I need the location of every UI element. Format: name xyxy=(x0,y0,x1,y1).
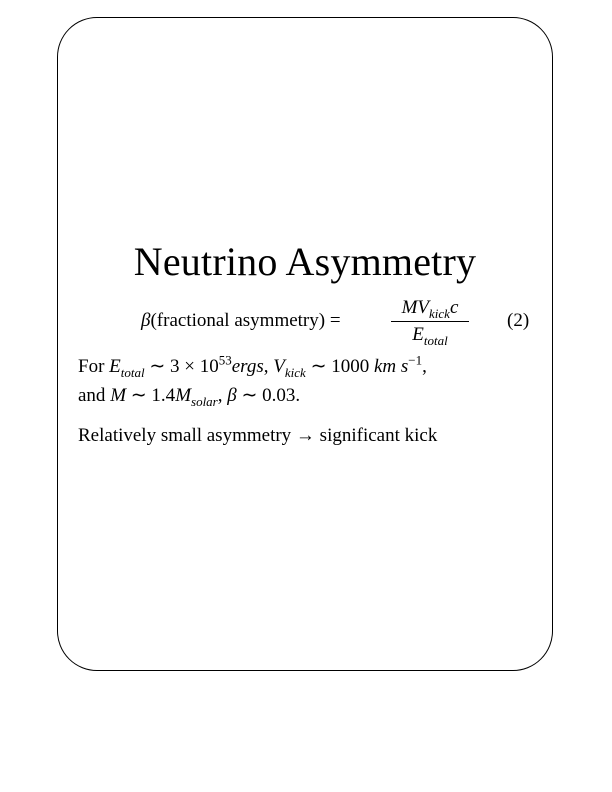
equation-lhs-text: (fractional asymmetry) = xyxy=(150,310,341,331)
equation-2 xyxy=(57,296,553,352)
beta-symbol: β xyxy=(141,310,151,331)
conclusion-paragraph: Relatively small asymmetry → significant kick xyxy=(78,425,438,446)
parameter-values-paragraph: For $E_{total}$ ∼ $3 \times 10^{53}ergs$, $V_{kick}$ ∼ 1000 km $s^{-1}$, and M ∼ $1.4M_{solar}$, β ∼ 0.03. xyxy=(78,352,427,409)
equation-number: (2) xyxy=(507,310,530,331)
equation-lhs xyxy=(141,310,341,332)
slide-title: Neutrino Asymmetry xyxy=(133,239,477,284)
equation-fraction xyxy=(391,296,469,347)
fraction-denominator: $E_{total}$ xyxy=(412,324,448,348)
fraction-numerator: $MV_{kick}c$ xyxy=(401,297,459,321)
fraction-bar xyxy=(391,321,469,322)
